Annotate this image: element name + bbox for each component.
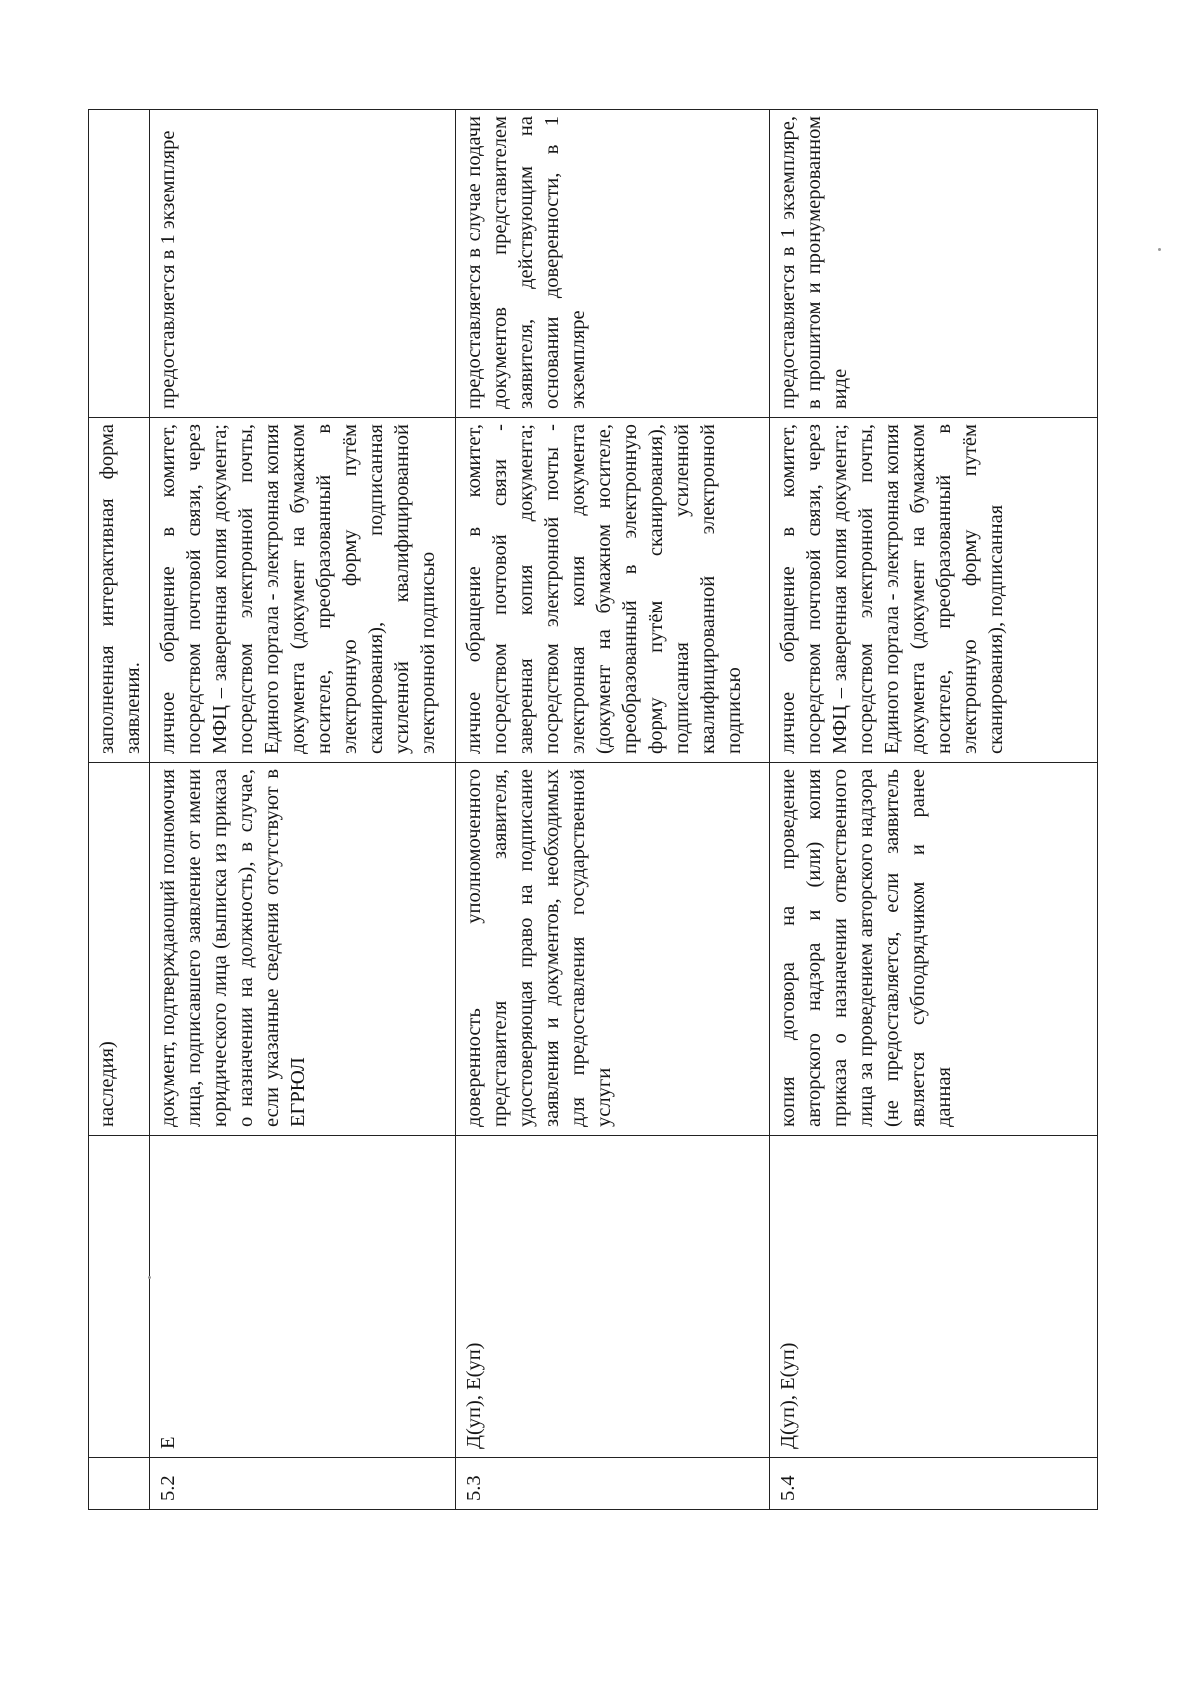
submission-note: предоставляется в случае подачи документов представителем заявителя, действующим на основании доверенности, в 1 экземпляре	[456, 110, 770, 418]
document-name: документ, подтверждающий полномочия лица, подписавшего заявление от имени юридического лица (выписка из приказа о назначении на должность), в случае, если указанные сведения отсутствуют в ЕГРЮЛ	[150, 763, 456, 1136]
row-number: 5.3	[456, 1458, 770, 1510]
scan-speck	[1158, 248, 1161, 251]
submission-note: предоставляется в 1 экземпляре, в прошитом и пронумерованном виде	[770, 110, 1098, 418]
documents-table	[88, 109, 1098, 1510]
submission-method: личное обращение в комитет, посредством почтовой связи - заверенная копия документа; посредством электронной почты - электронная копия документа (документ на бумажном носителе, преобразованный в электронную форму путём сканирования), подписанная усиленной квалифицированной электронной подписью	[456, 418, 770, 763]
table-row	[456, 110, 770, 1510]
cell-way: заполненная интерактивная форма заявления.	[89, 418, 150, 763]
table-row	[770, 110, 1098, 1510]
submission-method: личное обращение в комитет, посредством почтовой связи, через МФЦ – заверенная копия документа; посредством электронной почты, Единого портала - электронная копия документа (документ на бумажном носителе, преобразованный в электронную форму путём сканирования), подписанная	[770, 418, 1098, 763]
applicant-code: Д(уп), Е(уп)	[456, 1136, 770, 1458]
cell-code	[89, 1136, 150, 1458]
applicant-code: Д(уп), Е(уп)	[770, 1136, 1098, 1458]
scan-speck	[148, 1276, 151, 1279]
document-name: копия договора на проведение авторского надзора и (или) копия приказа о назначении ответственного лица за проведением авторского надзора (не предоставляется, если заявитель является субподрядчиком и ранее данная	[770, 763, 1098, 1136]
cell-num	[89, 1458, 150, 1510]
applicant-code: Е	[150, 1136, 456, 1458]
submission-method: личное обращение в комитет, посредством почтовой связи, через МФЦ – заверенная копия документа; посредством электронной почты, Единого портала - электронная копия документа (документ на бумажном носителе, преобразованный в электронную форму путём сканирования), подписанная усиленной квалифицированной электронной подписью	[150, 418, 456, 763]
row-number: 5.2	[150, 1458, 456, 1510]
row-number: 5.4	[770, 1458, 1098, 1510]
cell-doc: наследия)	[89, 763, 150, 1136]
document-name: доверенность уполномоченного представителя заявителя, удостоверяющая право на подписание заявления и документов, необходимых для предоставления государственной услуги	[456, 763, 770, 1136]
table-row	[150, 110, 456, 1510]
cell-note	[89, 110, 150, 418]
submission-note: предоставляется в 1 экземпляре	[150, 110, 456, 418]
table-row-continuation	[89, 110, 150, 1510]
rotated-table-page	[88, 110, 1088, 1510]
